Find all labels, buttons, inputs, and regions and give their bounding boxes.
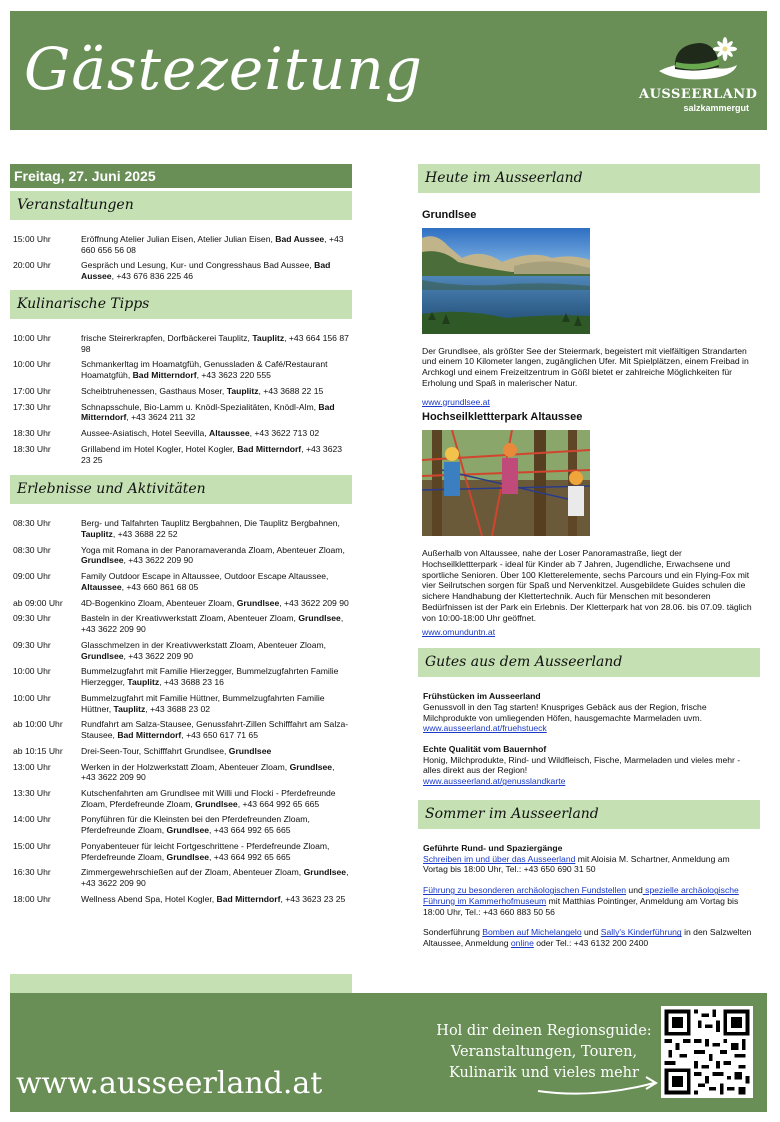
event-location: Tauplitz: [226, 385, 259, 396]
event-title: 4D-Bogenkino Zloam, Abenteuer Zloam,: [81, 597, 237, 608]
event-phone: , +43 3622 209 90: [81, 613, 344, 635]
event-time: 13:00 Uhr: [13, 761, 51, 772]
event-list-veranstaltungen: [10, 234, 352, 282]
event-location: Tauplitz: [252, 332, 285, 343]
bauernhof-link[interactable]: www.ausseerland.at/genusslandkarte: [423, 776, 566, 787]
section-heading-kulinarik: Kulinarische Tipps: [10, 290, 352, 319]
event-title: frische Steirerkrapfen, Dorfbäckerei Tauplitz,: [81, 332, 253, 343]
event-description: [81, 518, 349, 539]
feature-grundlsee: [418, 209, 760, 407]
event-row: [13, 428, 349, 439]
archaeologie-and: und: [626, 885, 643, 896]
event-location: Bad Mitterndorf: [216, 893, 281, 904]
event-time: 10:00 Uhr: [13, 666, 51, 677]
logo-wordmark: AUSSEERLAND: [639, 87, 758, 102]
event-location: Tauplitz: [127, 677, 160, 688]
event-phone: , +43 3622 209 90: [123, 555, 194, 566]
event-title: Basteln in der Kreativwerkstatt Zloam, Abenteuer Zloam,: [81, 613, 299, 624]
event-time: 17:30 Uhr: [13, 401, 51, 412]
event-phone: , +43 660 656 56 08: [81, 234, 344, 255]
event-time: 18:30 Uhr: [13, 443, 51, 454]
event-title: Family Outdoor Escape in Altaussee, Outdoor Escape Altaussee,: [81, 571, 329, 582]
event-phone: , +43 3688 23 02: [145, 703, 211, 714]
event-phone: , +43 3622 209 90: [123, 650, 194, 661]
section-heading-sommer: Sommer im Ausseerland: [418, 800, 760, 829]
event-description: [81, 693, 349, 714]
grundlsee-text: Der Grundlsee, als größter See der Steiermark, begeistert mit vielfältigen Strandarten und einem 10 Kilometer langen, zugänglichen Ufer. Mit Spielplätzen, einem Freibad in Archkogl und einem Freizeitzentrum in Gößl bietet er zahlreiche Möglichkeiten für Erholung und Spaß in malerischer Natur.: [422, 345, 749, 388]
schreiben-text: mit Aloisia M. Schartner, Anmeldung am Vortag bis 18:00 Uhr, Tel.: +43 650 690 31 50: [423, 853, 730, 875]
footer-line-1: Hol dir deinen Regionsguide:: [436, 1023, 652, 1039]
event-location: Bad Aussee: [275, 234, 325, 244]
event-description: [81, 640, 349, 661]
event-time: 09:00 Uhr: [13, 571, 51, 582]
event-phone: , +43 3688 23 16: [159, 677, 224, 688]
event-description: [81, 333, 349, 354]
footer-website[interactable]: www.ausseerland.at: [16, 1066, 323, 1101]
event-time: 10:00 Uhr: [13, 692, 51, 703]
bauernhof-title: Echte Qualität vom Bauernhof: [423, 743, 547, 754]
event-time: 15:00 Uhr: [13, 840, 51, 851]
event-row: [13, 719, 349, 740]
event-row: [13, 867, 349, 888]
event-phone: , +43 3688 22 15: [258, 385, 324, 396]
event-phone: , +43 3623 23 25: [81, 443, 343, 465]
event-description: [81, 762, 349, 783]
right-column: [418, 164, 760, 949]
date-heading: Freitag, 27. Juni 2025: [10, 164, 352, 188]
archaeologie-text: mit Matthias Pointinger, Anmeldung am Vortag bis 18:00 Uhr, Tel.: +43 660 883 50 56: [423, 895, 739, 917]
event-location: Grundlsee: [298, 613, 341, 624]
event-time: 16:30 Uhr: [13, 867, 51, 878]
event-description: [81, 359, 349, 380]
gutes-content: [418, 691, 760, 787]
event-description: [81, 598, 349, 609]
sonder-mid: in den Salzwelten Altaussee, Anmeldung: [423, 927, 752, 949]
event-title: Rundfahrt am Salza-Stausee, Genussfahrt-Zillen Schifffahrt am Salza-Stausee,: [81, 719, 349, 741]
kammerhofmuseum-link[interactable]: spezielle archäologische Führung im Kammerhofmuseum: [423, 885, 739, 906]
event-title: Schmankerltag im Hoamatgfüh, Genussladen & Café/Restaurant Hoamatgfüh,: [81, 359, 328, 381]
event-phone: , +43 3623 220 555: [196, 370, 271, 381]
event-title: Drei-Seen-Tour, Schifffahrt Grundlsee,: [81, 745, 229, 756]
event-title: Berg- und Talfahrten Tauplitz Bergbahnen, Die Tauplitz Bergbahnen,: [81, 518, 340, 529]
event-phone: , +43 3688 22 52: [112, 529, 178, 540]
event-description: [81, 814, 349, 835]
event-row: [13, 333, 349, 354]
event-time: 08:30 Uhr: [13, 518, 51, 529]
event-location: Grundlsee: [81, 650, 124, 661]
fuehrung-schreiben: [423, 854, 755, 875]
event-title: Schnapsschule, Bio-Lamm u. Knödl-Spezialitäten, Knödl-Alm,: [81, 401, 319, 412]
event-row: [13, 444, 349, 465]
event-title: Yoga mit Romana in der Panoramaveranda Zloam, Abenteuer Zloam,: [81, 544, 345, 555]
event-row: [13, 386, 349, 397]
event-description: [81, 234, 349, 255]
event-description: [81, 666, 349, 687]
event-location: Bad Mitterndorf: [237, 443, 302, 454]
sonder-and: und: [581, 927, 601, 938]
event-location: Altaussee: [81, 581, 122, 592]
event-phone: , +43 660 861 68 05: [121, 581, 199, 592]
event-time: 10:00 Uhr: [13, 359, 51, 370]
event-time: 13:30 Uhr: [13, 787, 51, 798]
left-column: [10, 164, 352, 910]
logo-subline: salzkammergut: [683, 103, 749, 113]
event-time: ab 10:00 Uhr: [13, 719, 63, 730]
event-row: [13, 841, 349, 862]
hat-edelweiss-icon: [653, 37, 743, 85]
footer-line-2: Veranstaltungen, Touren,: [450, 1044, 638, 1061]
event-location: Bad Aussee: [81, 260, 331, 282]
event-phone: , +43 3622 209 90: [81, 867, 349, 889]
event-location: Grundlsee: [289, 761, 333, 772]
kletterpark-text: Außerhalb von Altaussee, nahe der Loser Panoramastraße, liegt der Hochseilklettterpark - ideal für Kinder ab 7 Jahren, Jugendliche, Erwachsene und sportliche Senioren. Über 100 Kletterelemente, sechs Parcours und ein Flying-Fox mit vier Seilrutschen sorgen für Spaß und Nervenkitzel. Ausgebildete Guides schulen die sichere Handhabung der Klettertechnik. Auch für Menschen mit besonderen Bedürfnissen ist der Park ein Erlebnis. Der Kletterpark hat von 28.06. bis 07.09. täglich von 10:00-18:00 Uhr geöffnet.: [422, 548, 752, 623]
event-row: [13, 746, 349, 757]
event-description: [81, 260, 349, 281]
event-description: [81, 428, 349, 439]
event-phone: , +43 3622 209 90: [81, 761, 335, 783]
sonder-post: oder Tel.: +43 6132 200 2400: [533, 938, 649, 949]
bauernhof-text: Honig, Milchprodukte, Rind- und Wildfleisch, Fische, Marmeladen und vieles mehr - alles direkt aus der Region!: [423, 754, 741, 776]
event-phone: , +43 3623 23 25: [280, 893, 346, 904]
kletterpark-title: Hochseilklettterpark Altaussee: [422, 411, 583, 424]
event-time: 15:00 Uhr: [13, 234, 51, 244]
event-time: 20:00 Uhr: [13, 260, 51, 271]
event-list-erlebnisse: [10, 518, 352, 904]
event-location: Grundlsee: [166, 851, 210, 862]
event-title: Werken in der Holzwerkstatt Zloam, Abenteuer Zloam,: [81, 761, 290, 772]
event-time: 09:30 Uhr: [13, 639, 51, 650]
event-title: Bummelzugfahrt mit Familie Hierzegger, Bummelzugfahrten Familie Hierzegger,: [81, 666, 339, 688]
event-row: [13, 894, 349, 905]
event-title: Ponyabenteuer für leicht Fortgeschrittene - Pferdefreunde Zloam, Pferdefreunde Zloam,: [81, 840, 330, 862]
event-title: Ponyführen für die Kleinsten bei den Pferdefreunden Zloam, Pferdefreunde Zloam,: [81, 814, 310, 836]
event-time: 18:30 Uhr: [13, 428, 51, 439]
section-heading-gutes: Gutes aus dem Ausseerland: [418, 648, 760, 677]
fruehstueck-text: Genussvoll in den Tag starten! Knuspriges Gebäck aus der Region, frische Milchprodukte von umliegenden Höfen, hausgemachte Marmeladen uvm.: [423, 701, 707, 723]
kletterpark-photo: [422, 430, 590, 536]
section-heading-erlebnisse: Erlebnisse und Aktivitäten: [10, 475, 352, 504]
footer-line-3: Kulinarik und vieles mehr: [449, 1065, 639, 1082]
event-row: [13, 788, 349, 809]
event-row: [13, 640, 349, 661]
event-description: [81, 894, 349, 905]
feature-kletterpark: [418, 411, 760, 638]
footer-banner: [10, 993, 767, 1112]
event-location: Grundlsee: [81, 555, 124, 566]
event-time: 10:00 Uhr: [13, 332, 51, 343]
event-row: [13, 693, 349, 714]
kinderfuehrung-link[interactable]: Sally's Kinderführung: [600, 927, 682, 938]
event-time: 14:00 Uhr: [13, 814, 51, 825]
event-title: Grillabend im Hotel Kogler, Hotel Kogler,: [81, 443, 238, 454]
event-location: Bad Mitterndorf: [132, 370, 197, 381]
section-heading-veranstaltungen: Veranstaltungen: [10, 191, 352, 220]
event-title: Bummelzugfahrt mit Familie Hüttner, Bummelzugfahrten Familie Hüttner,: [81, 692, 325, 714]
arrow-icon: [534, 1071, 664, 1097]
event-description: [81, 444, 349, 465]
event-title: Wellness Abend Spa, Hotel Kogler,: [81, 893, 217, 904]
event-title: Zimmergewehrschießen auf der Zloam, Abenteuer Zloam,: [81, 867, 304, 878]
michelangelo-link[interactable]: Bomben auf Michelangelo: [482, 927, 582, 938]
event-phone: , +43 664 992 65 665: [209, 825, 291, 836]
event-description: [81, 841, 349, 862]
event-title: Gespräch und Lesung, Kur- und Congresshaus Bad Aussee,: [81, 260, 315, 271]
event-location: Tauplitz: [81, 529, 113, 540]
grundlsee-title: Grundlsee: [422, 209, 477, 221]
event-title: Aussee-Asiatisch, Hotel Seevilla,: [81, 428, 210, 439]
event-phone: , +43 676 836 225 46: [111, 271, 194, 282]
event-location: Grundlsee: [195, 798, 238, 809]
event-location: Altaussee: [209, 428, 250, 439]
qr-code-icon[interactable]: [661, 1006, 753, 1098]
event-description: [81, 571, 349, 592]
sonder-pre: Sonderführung: [423, 927, 483, 938]
section-heading-heute: Heute im Ausseerland: [418, 164, 760, 193]
event-time: ab 09:00 Uhr: [13, 597, 63, 608]
event-location: Bad Mitterndorf: [117, 730, 182, 741]
event-row: [13, 545, 349, 566]
fuehrung-archaeologie: [423, 885, 755, 917]
event-phone: , +43 664 156 87 98: [81, 332, 349, 354]
event-description: [81, 386, 349, 397]
kletterpark-link[interactable]: www.omunduntn.at: [422, 627, 496, 638]
event-phone: , +43 3622 713 02: [249, 428, 320, 439]
page-title: Gästezeitung: [24, 35, 423, 103]
event-title: Glasschmelzen in der Kreativwerkstatt Zloam, Abenteuer Zloam,: [81, 639, 327, 650]
sommer-content: [418, 843, 760, 949]
fruehstueck-title: Frühstücken im Ausseerland: [423, 691, 541, 702]
event-row: [13, 260, 349, 281]
event-location: Tauplitz: [113, 703, 146, 714]
event-description: [81, 867, 349, 888]
event-title: Scheibtruhenessen, Gasthaus Moser,: [81, 385, 227, 396]
fruehstueck-link[interactable]: www.ausseerland.at/fruehstueck: [423, 723, 547, 734]
event-description: [81, 402, 349, 423]
archaeologie-link[interactable]: Führung zu besonderen archäologischen Fundstellen: [423, 885, 627, 896]
event-row: [13, 613, 349, 634]
sonderfuehrung: [423, 927, 755, 948]
event-time: ab 10:15 Uhr: [13, 745, 63, 756]
event-location: Grundlsee: [228, 745, 272, 756]
header-banner: [10, 11, 767, 130]
event-description: [81, 719, 349, 740]
event-row: [13, 598, 349, 609]
event-phone: , +43 3622 209 90: [279, 597, 349, 608]
event-row: [13, 571, 349, 592]
event-row: [13, 402, 349, 423]
event-phone: , +43 650 617 71 65: [181, 730, 258, 741]
ausseerland-logo[interactable]: [639, 37, 758, 117]
event-description: [81, 613, 349, 634]
event-title: Kutschenfahrten am Grundlsee mit Willi und Flocki - Pferdefreunde Zloam, Pferdefreunde Zloam,: [81, 787, 336, 809]
grundlsee-link[interactable]: www.grundlsee.at: [422, 396, 490, 407]
event-time: 09:30 Uhr: [13, 613, 51, 624]
left-column-bottom-bar: [10, 974, 352, 994]
event-description: [81, 788, 349, 809]
event-phone: , +43 664 992 65 665: [237, 798, 320, 809]
event-time: 18:00 Uhr: [13, 893, 51, 904]
event-row: [13, 234, 349, 255]
event-time: 17:00 Uhr: [13, 385, 51, 396]
event-row: [13, 359, 349, 380]
online-link[interactable]: online: [510, 938, 534, 949]
event-row: [13, 518, 349, 539]
event-location: Bad Mitterndorf: [81, 401, 335, 423]
schreiben-link[interactable]: Schreiben im und über das Ausseerland: [423, 853, 576, 864]
event-time: 08:30 Uhr: [13, 544, 51, 555]
event-list-kulinarik: [10, 333, 352, 465]
event-title: Eröffnung Atelier Julian Eisen, Atelier Julian Eisen,: [81, 234, 276, 244]
event-location: Grundlsee: [236, 597, 280, 608]
event-description: [81, 746, 349, 757]
event-phone: , +43 664 992 65 665: [209, 851, 291, 862]
event-row: [13, 666, 349, 687]
event-location: Grundlsee: [303, 867, 347, 878]
event-row: [13, 814, 349, 835]
event-location: Grundlsee: [166, 825, 210, 836]
grundlsee-photo: [422, 228, 590, 334]
event-phone: , +43 3624 211 32: [126, 412, 196, 423]
event-description: [81, 545, 349, 566]
event-row: [13, 762, 349, 783]
fuehrungen-title: Geführte Rund- und Spaziergänge: [423, 842, 563, 853]
